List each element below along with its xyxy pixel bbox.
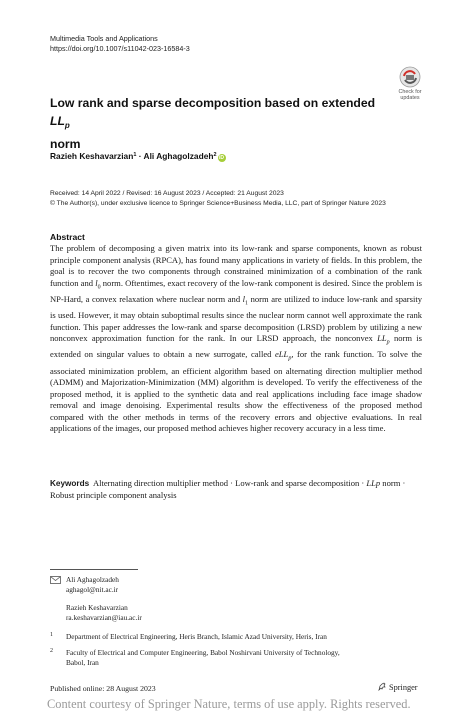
author-list <box>50 151 226 162</box>
article-dates <box>50 189 386 209</box>
affiliation-1-number: 1 <box>50 632 53 638</box>
paper-title <box>50 94 390 153</box>
publisher-mark[interactable] <box>378 682 418 692</box>
corr-name-2: Razieh Keshavarzian <box>66 603 128 612</box>
keywords-heading: Keywords <box>50 479 90 488</box>
title-math-sub: p <box>64 121 70 130</box>
math-llp: LL <box>377 333 387 344</box>
check-for-updates-badge[interactable] <box>393 66 427 102</box>
title-text: Low rank and sparse decomposition based on extended <box>50 96 376 110</box>
springer-horse-icon <box>378 682 387 691</box>
math-ellp-sub: p <box>288 356 292 363</box>
keywords-text-2: norm · Robust principle component analysis <box>50 478 406 500</box>
keywords-text-1: Alternating direction multiplier method · Low-rank and sparse decomposition · <box>92 478 367 488</box>
abstract-text-4: norm is extended on singular values to obtain a new surrogate, called <box>50 333 422 360</box>
math-l0-sub: 0 <box>97 284 101 291</box>
abstract-text-3: norm are utilized to induce low-rank and sparsity is used. However, it may obtain suboptimal results since the nuclear norm cannot well approximate the rank function. This paper addresses the low-rank and sparse decomposition (LRSD) problem by utilizing a new nonconvex approximation function for the rank. In our LRSD approach, the nonconvex <box>50 293 422 344</box>
title-line2: norm <box>50 137 81 151</box>
author-2[interactable]: Ali Aghagolzadeh <box>143 151 214 161</box>
author-1[interactable]: Razieh Keshavarzian <box>50 151 134 161</box>
author-1-affil: 1 <box>133 152 137 158</box>
corr-email-1[interactable]: aghagol@nit.ac.ir <box>66 585 119 594</box>
check-badge-line1: Check for <box>398 89 422 95</box>
abstract-body <box>50 243 422 435</box>
abstract-text-5: , for the rank function. To solve the associated minimization problem, an efficient algorithm based on alternating direction multiplier method (ADMM) and Majorization-Minimization (MM) algorithm is developed. To verify the effectiveness of the proposed method, it is applied to the synthetic data and real applications including face image shadow removal and image denoising. Experimental results show the effectiveness of the proposed method compared with the other methods in terms of the recovery errors and objective evaluations. In real applications of the images, our proposed method achieves higher recovery accuracy in a less time. <box>50 349 422 434</box>
math-llp-sub: p <box>386 339 390 346</box>
copyright-line: © The Author(s), under exclusive licence to Springer Science+Business Media, LLC, part of Springer Nature 2023 <box>50 200 386 207</box>
check-badge-line2: updates <box>400 95 420 101</box>
affiliation-2-line2: Babol, Iran <box>66 658 99 667</box>
journal-name: Multimedia Tools and Applications <box>50 34 158 43</box>
publisher-name: Springer <box>389 683 418 692</box>
author-separator: · <box>136 151 144 161</box>
affiliation-2-number: 2 <box>50 648 53 654</box>
envelope-icon <box>50 576 61 584</box>
math-l0: l <box>95 277 98 288</box>
abstract-text-2: norm. Oftentimes, exact recovery of the low-rank component is desired. Since the problem is NP-Hard, a convex relaxation where nuclear norm and <box>50 277 422 304</box>
math-l1-sub: 1 <box>245 300 249 307</box>
courtesy-notice: Content courtesy of Springer Nature, terms of use apply. Rights reserved. <box>47 697 411 711</box>
abstract-text-1: The problem of decomposing a given matrix into its low-rank and sparse components, known as robust principle component analysis (RPCA), has found many applications in variety of fields. In this problem, the goal is to recover the two components through constrained minimization of a combination of the rank function and <box>50 243 422 288</box>
author-2-affil: 2 <box>213 152 217 158</box>
orcid-icon[interactable]: iD <box>219 155 225 161</box>
published-date: Published online: 28 August 2023 <box>50 684 156 693</box>
math-ellp: eLL <box>275 349 289 360</box>
corr-name-1: Ali Aghagolzadeh <box>66 575 119 584</box>
check-for-updates-icon <box>393 66 427 88</box>
corr-email-2[interactable]: ra.keshavarzian@iau.ac.ir <box>66 613 142 622</box>
title-math: LL <box>50 114 65 128</box>
math-l1: l <box>242 293 246 304</box>
doi-link[interactable]: https://doi.org/10.1007/s11042-023-16584-3 <box>50 44 190 53</box>
journal-header <box>50 34 190 54</box>
history-dates: Received: 14 April 2022 / Revised: 16 August 2023 / Accepted: 21 August 2023 <box>50 190 284 197</box>
keywords-math: LLp <box>366 478 381 488</box>
abstract-heading: Abstract <box>50 232 85 242</box>
affiliation-1: Department of Electrical Engineering, Heris Branch, Islamic Azad University, Heris, Iran <box>66 632 327 641</box>
correspondence-2 <box>66 603 142 623</box>
footnote-divider <box>50 569 138 570</box>
keywords-block <box>50 478 422 501</box>
affiliation-2-line1: Faculty of Electrical and Computer Engineering, Babol Noshirvani University of Technology, <box>66 648 340 657</box>
affiliation-2 <box>66 648 406 668</box>
correspondence-1 <box>66 575 119 595</box>
